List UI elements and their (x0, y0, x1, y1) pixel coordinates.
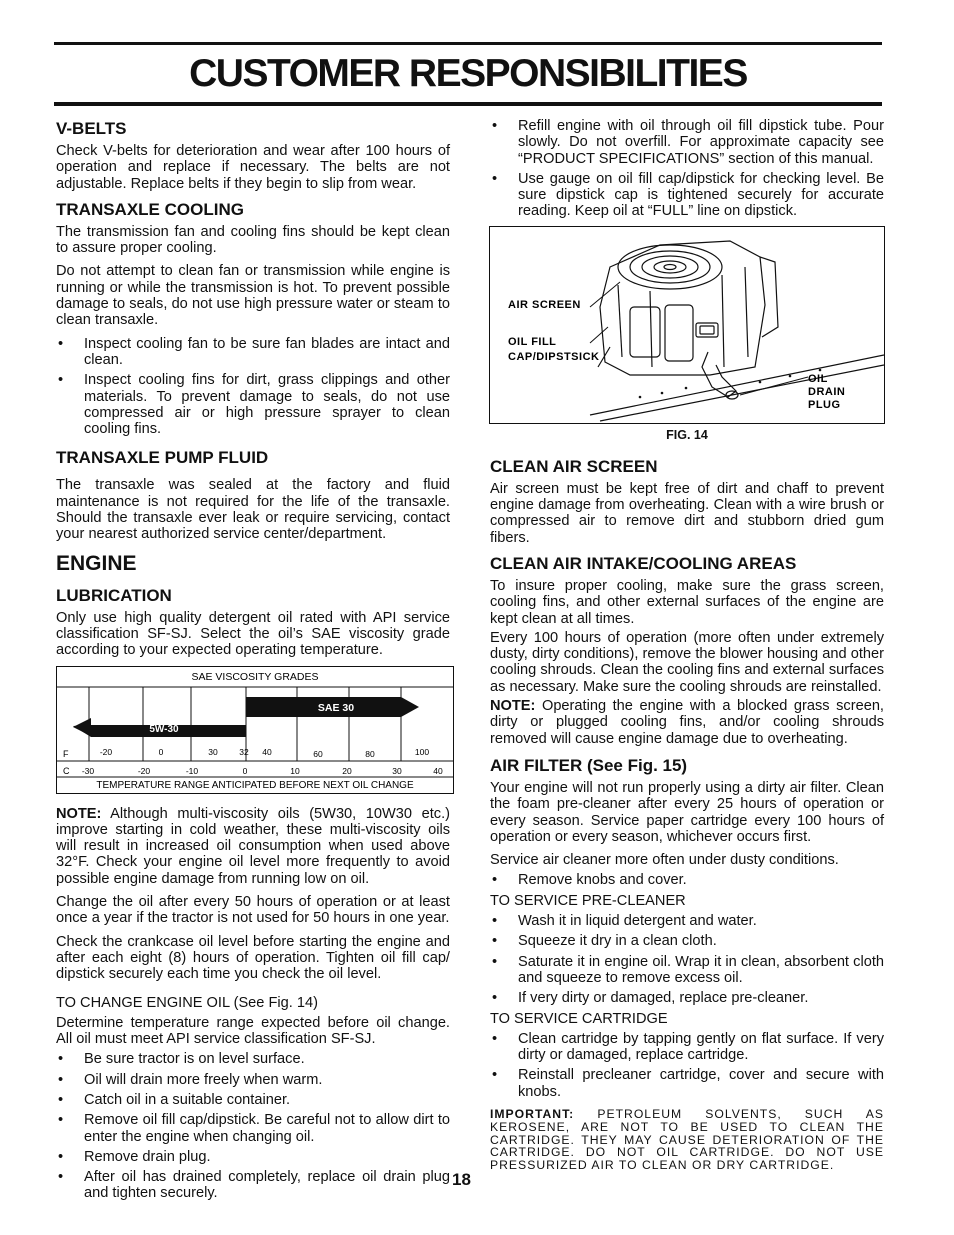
label-air-screen: AIR SCREEN (508, 298, 581, 311)
transaxle-cooling-heading: TRANSAXLE COOLING (56, 199, 244, 219)
engine-illustration (490, 227, 884, 423)
f-tick: 100 (414, 746, 430, 757)
vbelts-text: Check V-belts for deterioration and wear after 100 hours of operation and replace if necessary. The belts are not adjustable. Replace belts if they begin to slip from wear. (56, 143, 450, 192)
f-tick: 60 (313, 748, 323, 759)
c-tick: 20 (342, 765, 352, 776)
list-item: • Use gauge on oil fill cap/dipstick for checking level. Be sure dipstick cap is tightened securely for accurate reading. Keep oil at “FULL” line on dipstick. (490, 171, 884, 220)
transaxle-cooling-p1: The transmission fan and cooling fins should be kept clean to assure proper cooling. (56, 223, 450, 257)
f-tick: 40 (262, 746, 272, 757)
page-number: 18 (452, 1170, 471, 1189)
c-tick: 10 (290, 765, 300, 776)
c-tick: 30 (392, 765, 402, 776)
top-rule (54, 42, 882, 45)
list-item: • Oil will drain more freely when warm. (56, 1072, 450, 1088)
change-oil-text: Determine temperature range expected before oil change. All oil must meet API service classification SF-SJ. (56, 1014, 450, 1048)
oil-change-interval: Change the oil after every 50 hours of operation or at least once a year if the tractor is not used for 50 hours in one year. (56, 894, 450, 927)
list-item: • If very dirty or damaged, replace pre-cleaner. (490, 990, 884, 1006)
precleaner-list (490, 913, 884, 1006)
pump-fluid-heading: TRANSAXLE PUMP FLUID (56, 448, 269, 468)
sae30-label: SAE 30 (317, 701, 355, 714)
change-oil-heading: TO CHANGE ENGINE OIL (See Fig. 14) (56, 994, 318, 1011)
list-item: • Be sure tractor is on level surface. (56, 1051, 450, 1067)
air-filter-p2: Service air cleaner more often under dusty conditions. (490, 852, 839, 869)
list-item: • Wash it in liquid detergent and water. (490, 913, 884, 929)
c-tick: 0 (242, 765, 248, 776)
list-item: • Remove knobs and cover. (490, 872, 884, 888)
list-item: • Squeeze it dry in a clean cloth. (490, 933, 884, 949)
left-column (56, 112, 450, 1208)
page-title: CUSTOMER RESPONSIBILITIES (189, 52, 747, 95)
f-tick: 32 (239, 746, 249, 757)
lubrication-heading: LUBRICATION (56, 585, 172, 605)
figure-14 (489, 226, 885, 424)
label-oil-fill: OIL FILL (508, 335, 557, 348)
list-item: • Reinstall precleaner cartridge, cover and secure with knobs. (490, 1067, 884, 1100)
list-item: • Remove oil fill cap/dipstick. Be careful not to allow dirt to enter the engine when changing oil. (56, 1112, 450, 1145)
c-tick: 40 (433, 765, 443, 776)
clean-intake-p1: To insure proper cooling, make sure the grass screen, cooling fins, and other external surfaces of the engine are kept clean at all times. (490, 577, 884, 627)
refill-list (490, 118, 884, 220)
clean-air-screen-text: Air screen must be kept free of dirt and chaff to prevent engine damage from overheating. Clean with a wire brush or compressed air to remove dirt and stubborn dried gum fibers. (490, 480, 884, 546)
clean-intake-p2: Every 100 hours of operation (more often under extremely dusty, dirty conditions), remove the blower housing and other cooling shrouds. Clean the cooling fins and external surfaces as necessary. Make sure the cooling shrouds are reinstalled. (490, 629, 884, 695)
vbelts-heading: V-BELTS (56, 119, 127, 138)
c-label: C (63, 765, 70, 776)
important-label: IMPORTANT: (490, 1106, 575, 1121)
label-oil-fill-cap: CAP/DIPSTSICK (508, 350, 600, 363)
clean-intake-note (490, 698, 884, 747)
f-tick: 30 (208, 746, 218, 757)
note-label: NOTE: (490, 698, 536, 715)
note-text: Although multi-viscosity oils (5W30, 10W30 etc.) improve starting in cold weather, these multi-viscosity oils will result in increased oil consumption when used above 32°F. Check your engine oil level more frequently to avoid possible engine damage from running low on oil. (56, 805, 450, 887)
engine-heading: ENGINE (56, 551, 137, 575)
clean-air-screen-heading: CLEAN AIR SCREEN (490, 456, 658, 476)
pump-fluid-text: The transaxle was sealed at the factory and fluid maintenance is not required for the life of the transaxle. Should the transaxle ever leak or require servicing, contact your nearest authorized service center/department. (56, 477, 450, 543)
list-item: • Catch oil in a suitable container. (56, 1092, 450, 1108)
precleaner-heading: TO SERVICE PRE-CLEANER (490, 892, 686, 909)
viscosity-chart (56, 666, 454, 794)
list-item: • Clean cartridge by tapping gently on flat surface. If very dirty or damaged, replace cartridge. (490, 1031, 884, 1064)
list-item: • Inspect cooling fan to be sure fan blades are intact and clean. (56, 336, 450, 369)
chart-title: SAE VISCOSITY GRADES (191, 670, 319, 683)
transaxle-cooling-list (56, 336, 450, 438)
label-oil-drain-3: PLUG (808, 398, 841, 411)
important-note (490, 1108, 884, 1172)
chart-footer: TEMPERATURE RANGE ANTICIPATED BEFORE NEXT OIL CHANGE (96, 779, 414, 791)
air-filter-list-1 (490, 872, 884, 888)
cartridge-heading: TO SERVICE CARTRIDGE (490, 1010, 668, 1027)
f-tick: 80 (365, 748, 375, 759)
transaxle-cooling-p2: Do not attempt to clean fan or transmission while engine is running or while the transmission is hot. To prevent possible damage to seals, do not use high pressure water or steam to clean transaxle. (56, 263, 450, 329)
change-oil-list (56, 1051, 450, 1201)
lubrication-text: Only use high quality detergent oil rated with API service classification SF-SJ. Select the oil’s SAE viscosity grade according to your expected operating temperature. (56, 609, 450, 659)
c-tick: -30 (81, 765, 95, 776)
list-item: • Inspect cooling fins for dirt, grass clippings and other materials. To prevent damage to seals, do not use compressed air or high pressure sprayer to clean cooling fins. (56, 372, 450, 437)
oil-note (56, 806, 450, 887)
note-text: Operating the engine with a blocked grass screen, dirty or plugged cooling fins, and/or cooling shrouds removed will cause engine damage due to overheating. (490, 698, 884, 747)
right-column (490, 112, 884, 1172)
list-item: • After oil has drained completely, replace oil drain plug and tighten securely. (56, 1169, 450, 1202)
note-label: NOTE: (56, 805, 102, 822)
5w30-label: 5W-30 (149, 723, 179, 735)
list-item: • Refill engine with oil through oil fill dipstick tube. Pour slowly. Do not overfill. For approximate capacity see “PRODUCT SPECIFICATIONS” section of this manual. (490, 118, 884, 167)
f-tick: -20 (99, 746, 113, 757)
viscosity-chart-graphic (57, 667, 453, 793)
list-item: • Saturate it in engine oil. Wrap it in clean, absorbent cloth and squeeze to remove excess oil. (490, 954, 884, 987)
list-item: • Remove drain plug. (56, 1149, 450, 1165)
figure-caption: FIG. 14 (666, 427, 708, 442)
label-oil-drain: OIL (808, 372, 828, 385)
air-filter-p1: Your engine will not run properly using a dirty air filter. Clean the foam pre-cleaner after every 25 hours of operation or every season. Service paper cartridge every 100 hours of operation or every season, whichever occurs first. (490, 779, 884, 845)
title-underline (54, 102, 882, 106)
c-tick: -10 (185, 765, 199, 776)
oil-check-text: Check the crankcase oil level before starting the engine and after each eight (8) hours of operation. Tighten oil fill cap/ dipstick securely each time you check the oil level. (56, 933, 450, 983)
f-label: F (63, 748, 69, 759)
f-tick: 0 (158, 746, 164, 757)
cartridge-list (490, 1031, 884, 1100)
important-text: PETROLEUM SOLVENTS, SUCH AS KEROSENE, ARE NOT TO BE USED TO CLEAN THE CARTRIDGE. THEY MAY CAUSE DETERIORATION OF THE CARTRIDGE. DO NOT OIL CARTRIDGE. DO NOT USE PRESSURIZED AIR TO CLEAN OR DRY CARTRIDGE. (490, 1106, 884, 1173)
label-oil-drain-2: DRAIN (808, 385, 846, 398)
clean-intake-heading: CLEAN AIR INTAKE/COOLING AREAS (490, 553, 797, 573)
air-filter-heading: AIR FILTER (See Fig. 15) (490, 755, 688, 775)
c-tick: -20 (137, 765, 151, 776)
